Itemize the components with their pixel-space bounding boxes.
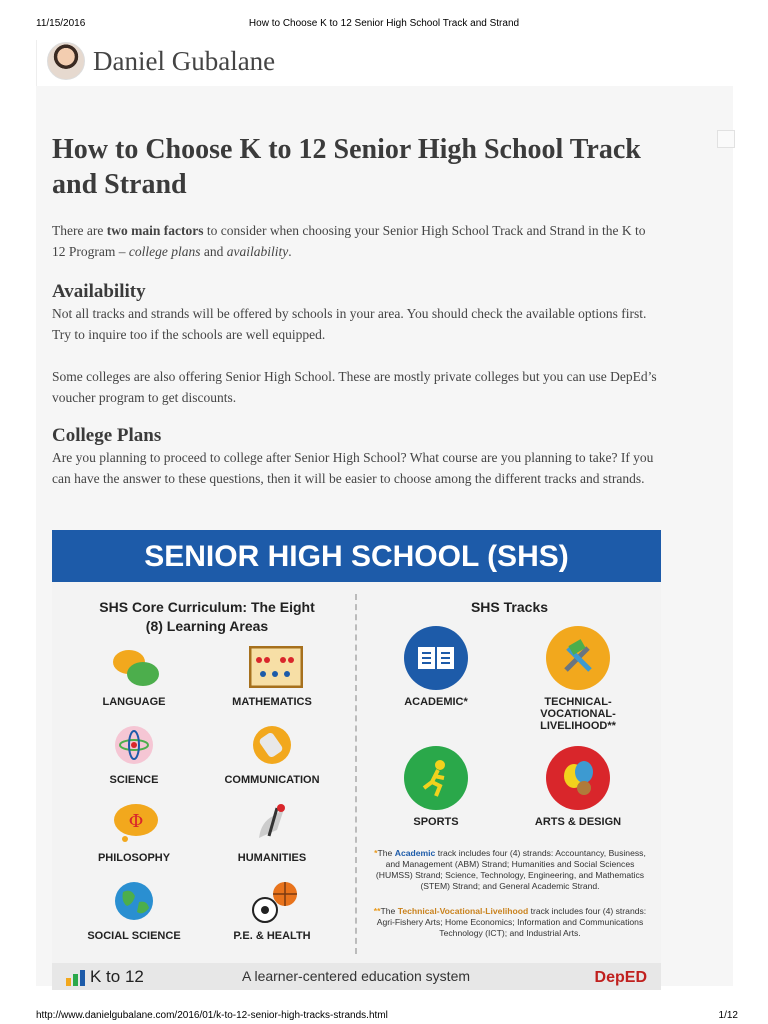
k12-logo <box>66 967 144 987</box>
tracks-heading: SHS Tracks <box>470 599 549 615</box>
note-pre: The <box>377 848 395 858</box>
infographic <box>52 530 661 990</box>
availability-paragraph-1: Not all tracks and strands will be offered by schools in your area. You should check the available options first. Try to inquire too if the schools are well equipped. <box>52 306 647 342</box>
college-paragraph: Are you planning to proceed to college after Senior High School? What course are you planning to take? If you can have the answer to these questions, then it will be easier to choose among the different tracks and strands. <box>52 450 654 486</box>
track-label: SPORTS <box>413 816 459 828</box>
speech-bubbles-icon <box>111 646 157 692</box>
intro-end: . <box>288 244 292 259</box>
print-date: 11/15/2016 <box>36 18 86 29</box>
site-header <box>36 40 735 86</box>
site-name[interactable]: Daniel Gubalane <box>93 46 276 76</box>
track-tvl <box>518 626 638 732</box>
area-communication <box>217 724 327 786</box>
infographic-body <box>52 582 661 963</box>
area-label: COMMUNICATION <box>224 774 320 786</box>
infographic-footer <box>52 963 661 990</box>
track-academic <box>376 626 496 708</box>
abacus-icon <box>249 646 295 692</box>
balls-icon <box>249 880 295 926</box>
avatar[interactable] <box>47 42 85 80</box>
area-label: PHILOSOPHY <box>97 852 171 864</box>
note-highlight: Academic <box>394 848 436 858</box>
intro-em1: college plans <box>128 244 201 259</box>
runner-icon <box>404 746 468 810</box>
area-pe-health <box>217 880 327 942</box>
globe-icon <box>111 880 157 926</box>
area-label: P.E. & HEALTH <box>233 930 311 942</box>
article-title: How to Choose K to 12 Senior High School Track and Strand <box>52 134 641 200</box>
k12-bars-icon <box>66 970 86 986</box>
area-label: MATHEMATICS <box>232 696 312 708</box>
print-title: How to Choose K to 12 Senior High School Track and Strand <box>248 18 520 29</box>
core-heading-line-1: SHS Core Curriculum: The Eight <box>99 599 315 615</box>
tvl-note <box>370 906 650 939</box>
academic-note <box>370 848 650 892</box>
availability-heading: Availability <box>52 281 146 302</box>
track-sports <box>376 746 496 828</box>
tools-icon <box>546 626 610 690</box>
track-label: ARTS & DESIGN <box>534 816 622 828</box>
side-tab[interactable] <box>717 130 735 148</box>
track-label-line: TECHNICAL- <box>544 696 612 708</box>
track-label-line: VOCATIONAL- <box>540 708 616 720</box>
note-highlight: Technical-Vocational-Livelihood <box>397 906 529 916</box>
divider <box>355 594 357 954</box>
intro-em2: availability <box>226 244 289 259</box>
intro-and: and <box>200 244 227 259</box>
svg-text:Φ: Φ <box>128 811 144 832</box>
note-rest: track includes four (4) strands: Agri-Fishery Arts; Home Economics; Information and Communications Technology (ICT); and Industrial Arts. <box>376 906 647 938</box>
note-star: ** <box>373 906 381 916</box>
area-philosophy <box>79 802 189 864</box>
college-heading: College Plans <box>52 425 162 446</box>
core-heading-line-2: (8) Learning Areas <box>145 618 269 634</box>
note-pre: The <box>380 906 398 916</box>
track-label: ACADEMIC* <box>404 696 468 708</box>
note-rest: track includes four (4) strands: Accountancy, Business, and Management (ABM) Strand; Humanities and Social Sciences (HUMSS) Strand; Science, Technology, Engineering, and Mathematics (STEM) Strand; and General Academic Strand. <box>375 848 646 891</box>
tagline: A learner-centered education system <box>242 968 471 984</box>
print-url[interactable]: http://www.danielgubalane.com/2016/01/k-to-12-senior-high-tracks-strands.html <box>36 1010 388 1021</box>
area-label: LANGUAGE <box>102 696 166 708</box>
quill-icon <box>249 802 295 848</box>
infographic-banner: SENIOR HIGH SCHOOL (SHS) <box>52 530 661 582</box>
deped-logo: DepED <box>594 969 647 986</box>
area-label: SOCIAL SCIENCE <box>87 930 181 942</box>
area-mathematics <box>217 646 327 708</box>
area-label: HUMANITIES <box>237 852 307 864</box>
intro-paragraph <box>52 220 662 262</box>
intro-mid: to consider when choosing your Senior High School Track and Strand in the K to 12 Program – <box>52 223 646 259</box>
intro-bold: two main factors <box>106 223 204 238</box>
satellite-icon <box>249 724 295 770</box>
core-heading <box>62 598 352 636</box>
area-language <box>79 646 189 708</box>
book-icon <box>404 626 468 690</box>
area-social-science <box>79 880 189 942</box>
track-label <box>518 696 638 732</box>
area-science <box>79 724 189 786</box>
availability-paragraph-2: Some colleges are also offering Senior High School. These are mostly private colleges but you can use DepEd’s voucher program to get discounts. <box>52 369 657 405</box>
intro-pre: There are <box>52 223 107 238</box>
phi-icon <box>111 802 157 848</box>
note-star: * <box>374 848 378 858</box>
area-humanities <box>217 802 327 864</box>
track-label-line: LIVELIHOOD** <box>540 720 616 732</box>
masks-icon <box>546 746 610 810</box>
k12-text: K to 12 <box>90 967 144 986</box>
atom-icon <box>111 724 157 770</box>
area-label: SCIENCE <box>109 774 159 786</box>
track-arts <box>518 746 638 828</box>
page-number: 1/12 <box>718 1010 738 1021</box>
